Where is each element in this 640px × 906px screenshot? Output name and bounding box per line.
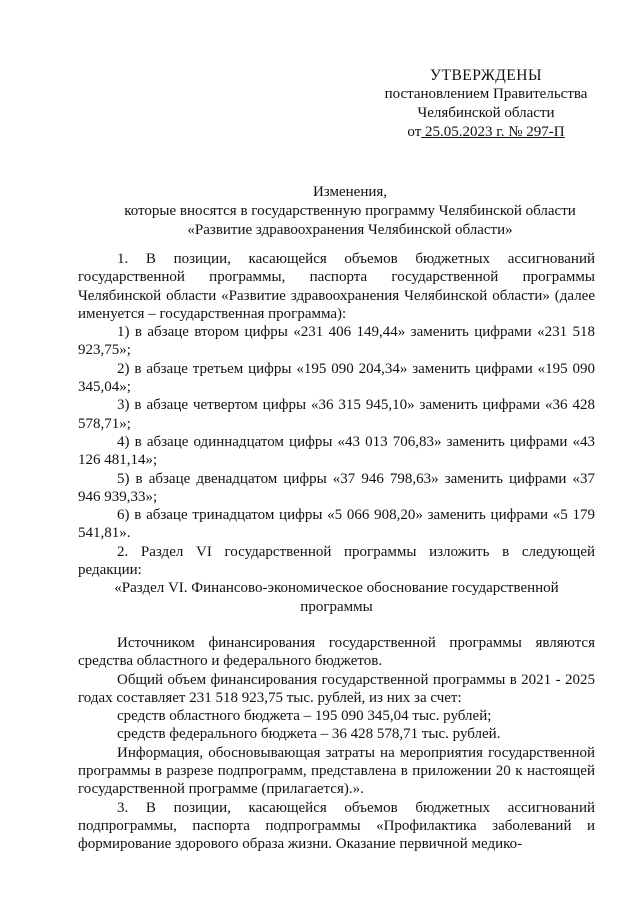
heading-line-3: «Развитие здравоохранения Челябинской области» [187, 222, 513, 238]
list-item-1: 1) в абзаце втором цифры «231 406 149,44» заменить цифрами «231 518 923,75»; [78, 324, 595, 359]
document-heading [70, 183, 630, 240]
section-title: «Раздел VI. Финансово-экономическое обоснование государственной программы [114, 580, 559, 615]
section-paragraph-4: средств федерального бюджета – 36 428 578,71 тыс. рублей. [117, 726, 501, 743]
approval-line-2: Челябинской области [417, 105, 555, 121]
list-item-4: 4) в абзаце одиннадцатом цифры «43 013 706,83» заменить цифрами «43 126 481,14»; [78, 433, 595, 469]
paragraph-1: 1. В позиции, касающейся объемов бюджетных ассигнований государственной программы, паспорта государственной программы Челябинской области «Развитие здравоохранения Челябинской области» (далее именуется – государственная программа): [78, 251, 595, 322]
section-paragraph-1: Источником финансирования государственной программы являются средства областного и федерального бюджетов. [78, 634, 595, 670]
document-body [78, 250, 595, 854]
approval-date-value: 25.05.2023 г. № 297-П [421, 124, 565, 140]
section-paragraph-5: Информация, обосновывающая затраты на мероприятия государственной программы в разрезе подпрограмм, представлена в приложении 20 к настоящей государственной программе (прилагается).». [78, 744, 595, 798]
approval-date-prefix: от [407, 124, 422, 140]
paragraph-3: 3. В позиции, касающейся объемов бюджетных ассигнований подпрограммы, паспорта подпрограммы «Профилактика заболеваний и формирование здорового образа жизни. Оказание первичной медико- [78, 799, 595, 853]
paragraph-2: 2. Раздел VI государственной программы изложить в следующей редакции: [78, 543, 595, 579]
list-item-3: 3) в абзаце четвертом цифры «36 315 945,10» заменить цифрами «36 428 578,71»; [78, 397, 595, 432]
approval-date-line [372, 123, 600, 142]
approval-title: УТВЕРЖДЕНЫ [430, 67, 542, 84]
heading-line-1: Изменения, [312, 184, 388, 200]
spacer [78, 616, 595, 634]
list-item-5: 5) в абзаце двенадцатом цифры «37 946 798,63» заменить цифрами «37 946 939,33»; [78, 470, 595, 505]
section-paragraph-2: Общий объем финансирования государственной программы в 2021 - 2025 годах составляет 231 518 923,75 тыс. рублей, из них за счет: [78, 671, 595, 706]
approval-line-1: постановлением Правительства [384, 86, 588, 102]
list-item-6: 6) в абзаце тринадцатом цифры «5 066 908,20» заменить цифрами «5 179 541,81». [78, 507, 595, 542]
approval-block [372, 66, 600, 142]
section-paragraph-3: средств областного бюджета – 195 090 345,04 тыс. рублей; [117, 708, 492, 725]
heading-line-2: которые вносятся в государственную программу Челябинской области [124, 203, 576, 219]
list-item-2: 2) в абзаце третьем цифры «195 090 204,34» заменить цифрами «195 090 345,04»; [78, 360, 595, 396]
